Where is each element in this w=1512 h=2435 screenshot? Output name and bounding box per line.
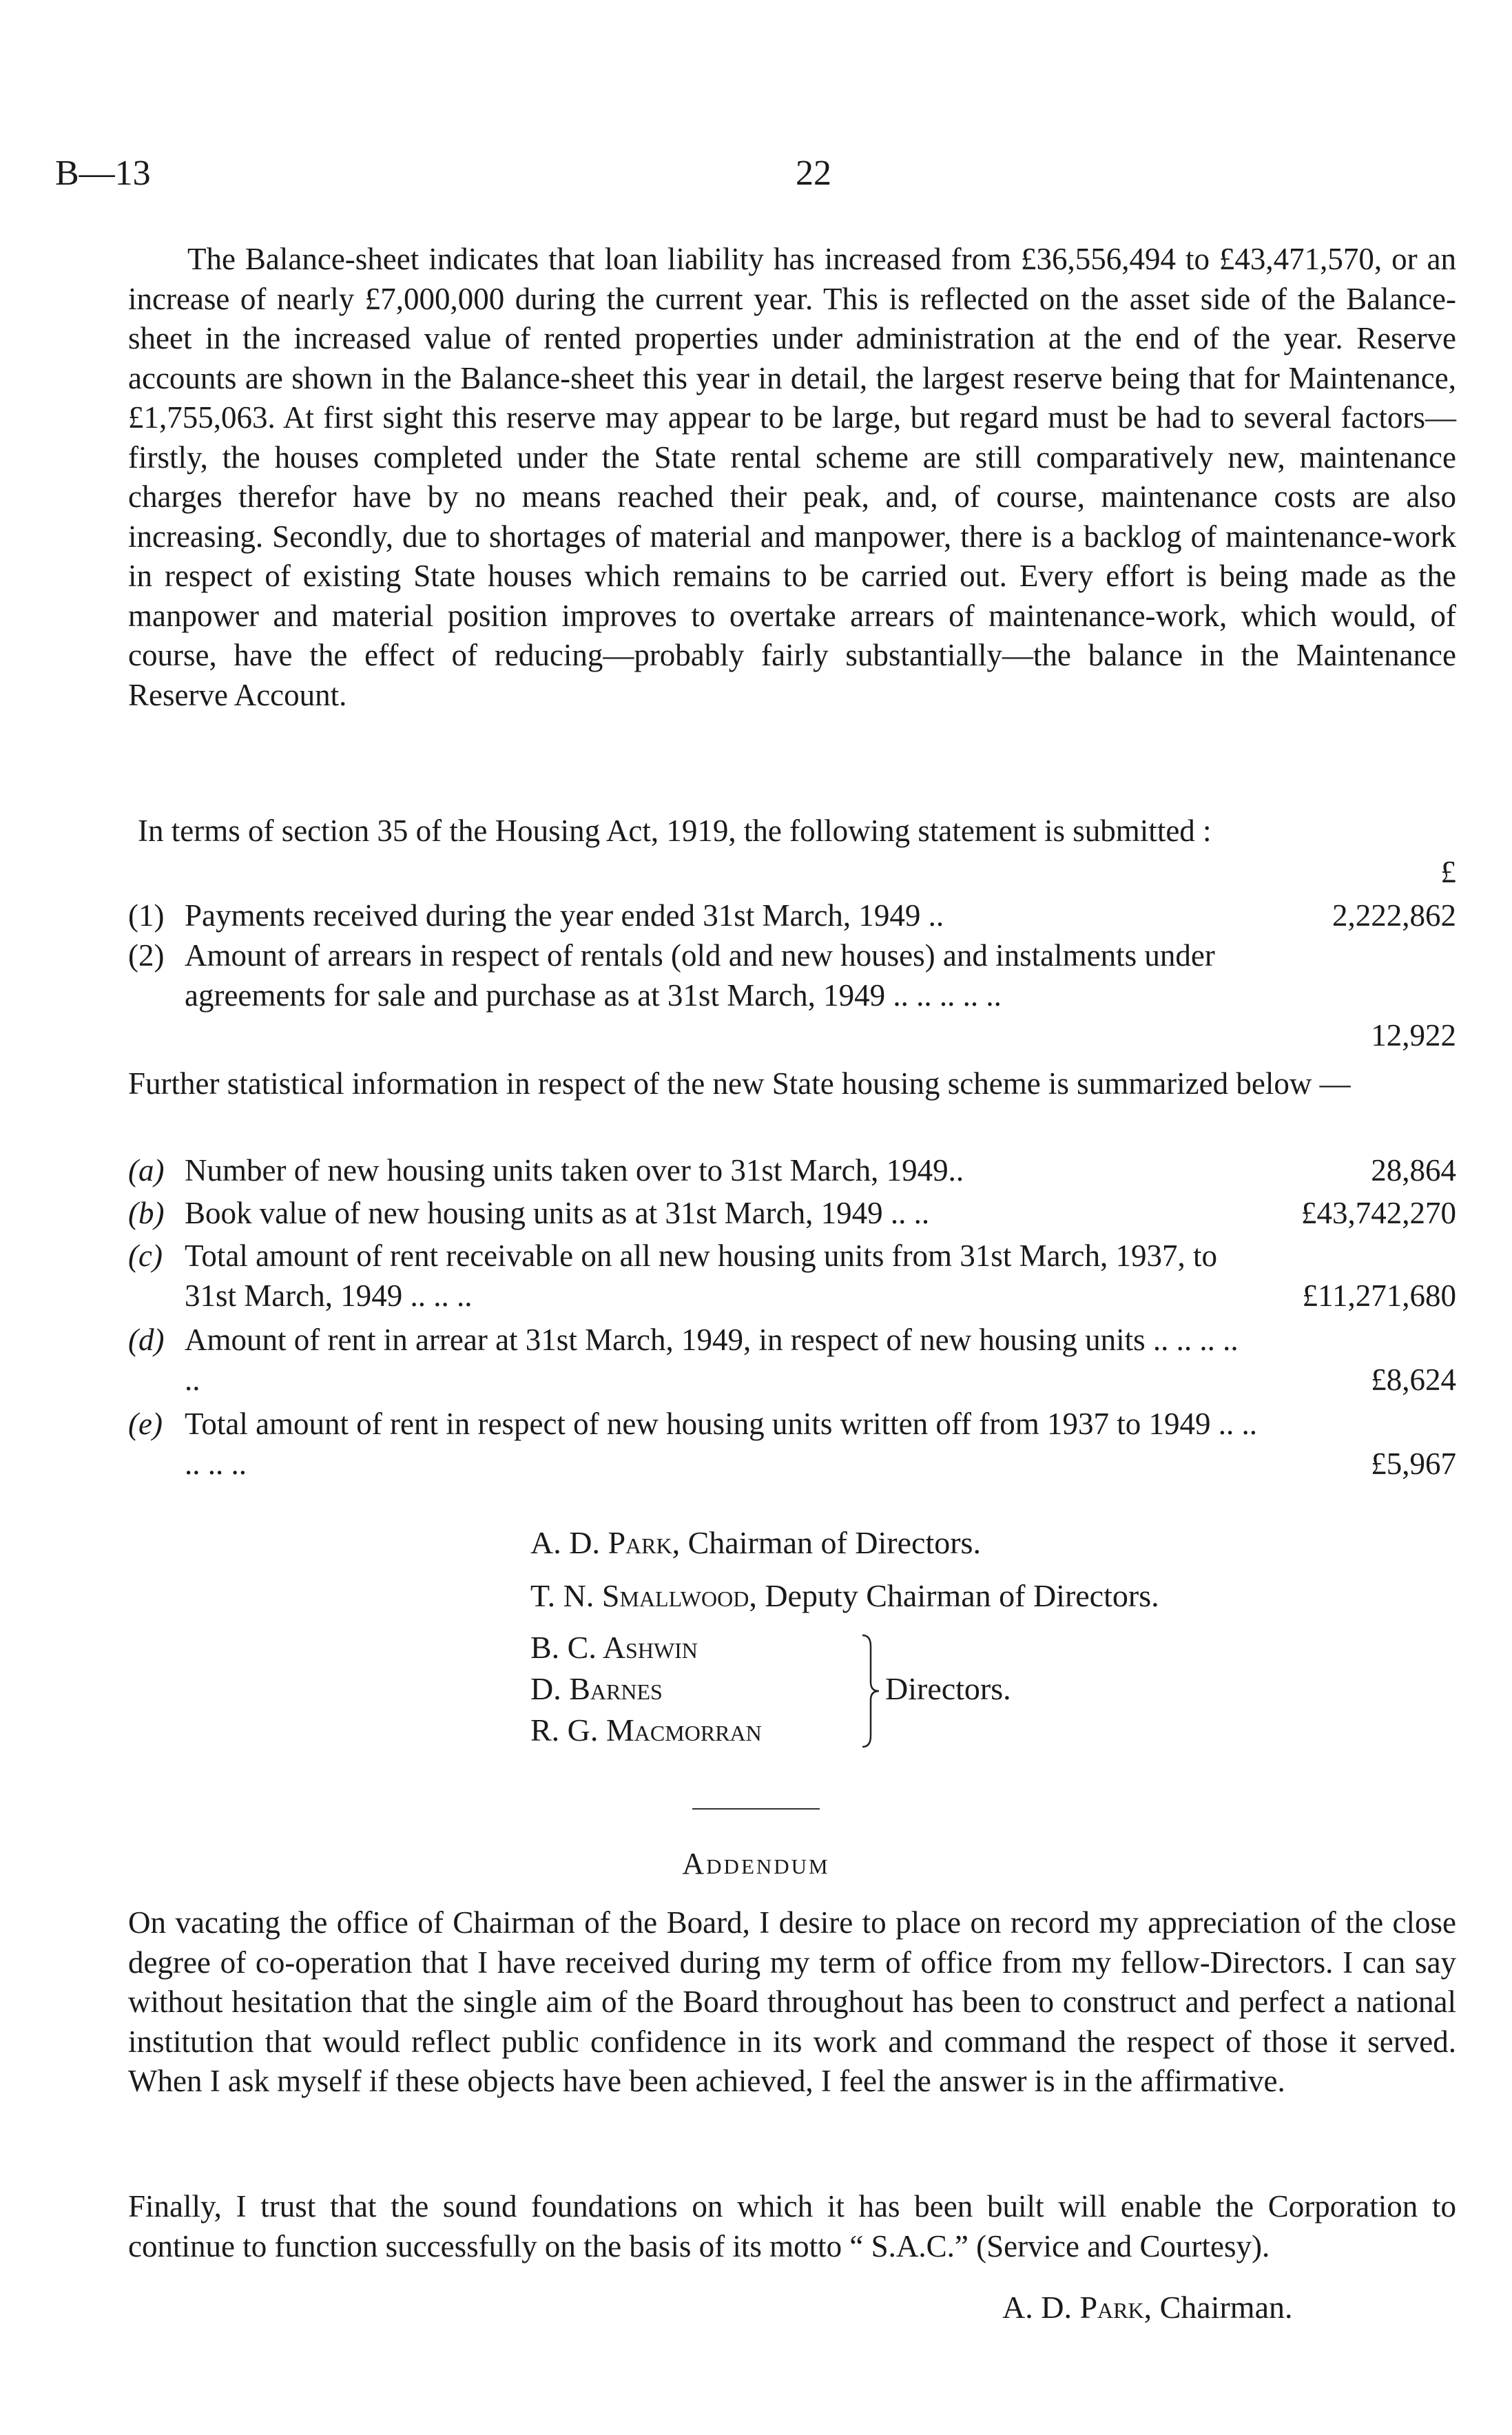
item-label: (a)	[128, 1153, 165, 1188]
directors-label: Directors.	[885, 1671, 1011, 1706]
balance-sheet-paragraph: The Balance-sheet indicates that loan liability has increased from £36,556,494 to £43,471,570, or an increase of nearly £7,000,000 during the current year. This is reflected on the asset side of the Balance-sheet in the increased value of rented properties under administration at the end of the year. Reserve accounts are shown in the Balance-sheet this year in detail, the largest reserve being that for Maintenance, £1,755,063. At first sight this reserve may appear to be large, but regard must be had to several factors—firstly, the houses completed under the State rental scheme are still comparatively new, maintenance charges therefor have by no means reached their peak, and, of course, maintenance costs are also increasing. Secondly, due to shortages of material and manpower, there is a backlog of maintenance-work in respect of existing State houses which remains to be carried out. Every effort is being made as the manpower and material position improves to overtake arrears of maintenance-work, which would, of course, have the effect of reducing—probably fairly substantially—the balance in the Maintenance Reserve Account.	[128, 242, 1456, 712]
statistics-intro-paragraph: Further statistical information in respect of the new State housing scheme is summarized below —	[128, 1066, 1351, 1101]
section-divider	[692, 1808, 820, 1810]
director-name: R. G. Macmorran	[530, 1712, 762, 1748]
item-text: Total amount of rent in respect of new housing units written off from 1937 to 1949 .. .. .. .. ..	[185, 1407, 1258, 1481]
item-text: Amount of arrears in respect of rentals (old and new houses) and instalments under agreements for sale and purchase as at 31st March, 1949 .. .. .. .. ..	[185, 938, 1215, 1013]
statement-item	[128, 935, 1456, 1055]
signatory-title: Chairman of Directors.	[687, 1525, 981, 1560]
item-label: (e)	[128, 1407, 163, 1441]
item-text: Payments received during the year ended 31st March, 1949 ..	[185, 898, 944, 933]
item-value: £43,742,270	[1301, 1196, 1456, 1230]
statement-item	[128, 895, 1456, 935]
signature-deputy: T. N. Smallwood, Deputy Chairman of Directors.	[530, 1578, 1159, 1613]
director-name: B. C. Ashwin	[530, 1630, 698, 1665]
addendum-paragraph: On vacating the office of Chairman of the Board, I desire to place on record my appreciation of the close degree of co-operation that I have received during my term of office from my fellow-Directors. I can say without hesitation that the single aim of the Board throughout has been to construct and perfect a national institution that would reflect public confidence in its work and command the respect of those it served. When I ask myself if these objects have been achieved, I feel the answer is in the affirmative.	[128, 1905, 1456, 2098]
stat-item	[128, 1320, 1456, 1400]
stat-item	[128, 1150, 1456, 1190]
page-header	[55, 153, 1453, 201]
item-label: (1)	[128, 898, 165, 933]
item-label: (c)	[128, 1239, 163, 1273]
director-name: D. Barnes	[530, 1671, 663, 1706]
item-value: £11,271,680	[1302, 1278, 1456, 1313]
item-text: Number of new housing units taken over to 31st March, 1949..	[185, 1153, 964, 1188]
item-value: 12,922	[1371, 1018, 1456, 1053]
housing-act-paragraph: In terms of section 35 of the Housing Act, 1919, the following statement is submitted :	[138, 814, 1212, 848]
page-number: 22	[796, 154, 831, 193]
stat-item	[128, 1236, 1456, 1316]
stat-item	[128, 1193, 1456, 1233]
signature-chairman: A. D. Park, Chairman of Directors.	[530, 1525, 981, 1560]
item-text: Amount of rent in arrear at 31st March, 1949, in respect of new housing units .. .. .. .. ..	[185, 1323, 1239, 1397]
item-value: £5,967	[1371, 1447, 1456, 1481]
currency-column-header: £	[1440, 855, 1456, 889]
item-value: £8,624	[1371, 1362, 1456, 1397]
signatory-title: Chairman.	[1159, 2290, 1293, 2325]
addendum-paragraph: Finally, I trust that the sound foundations on which it has been built will enable the Corporation to continue to function successfully on the basis of its motto “ S.A.C.” (Service and Courtesy).	[128, 2189, 1456, 2263]
item-label: (b)	[128, 1196, 165, 1230]
right-brace-icon	[861, 1633, 882, 1750]
document-reference: B—13	[55, 154, 151, 193]
item-value: 28,864	[1371, 1153, 1456, 1188]
signatory-name: A. D. Park,	[1002, 2290, 1152, 2325]
addendum-heading: Addendum	[682, 1847, 830, 1880]
signatory-title: Deputy Chairman of Directors.	[765, 1578, 1159, 1613]
item-text: Total amount of rent receivable on all new housing units from 31st March, 1937, to 31st March, 1949 .. .. ..	[185, 1239, 1218, 1313]
item-value: 2,222,862	[1332, 898, 1456, 933]
item-text: Book value of new housing units as at 31st March, 1949 .. ..	[185, 1196, 930, 1230]
signatory-name: T. N. Smallwood	[530, 1578, 749, 1613]
stat-item	[128, 1404, 1456, 1484]
item-label: (d)	[128, 1323, 165, 1357]
item-label: (2)	[128, 938, 165, 973]
signatory-name: A. D. Park	[530, 1525, 672, 1560]
closing-signature	[1002, 2289, 1293, 2325]
